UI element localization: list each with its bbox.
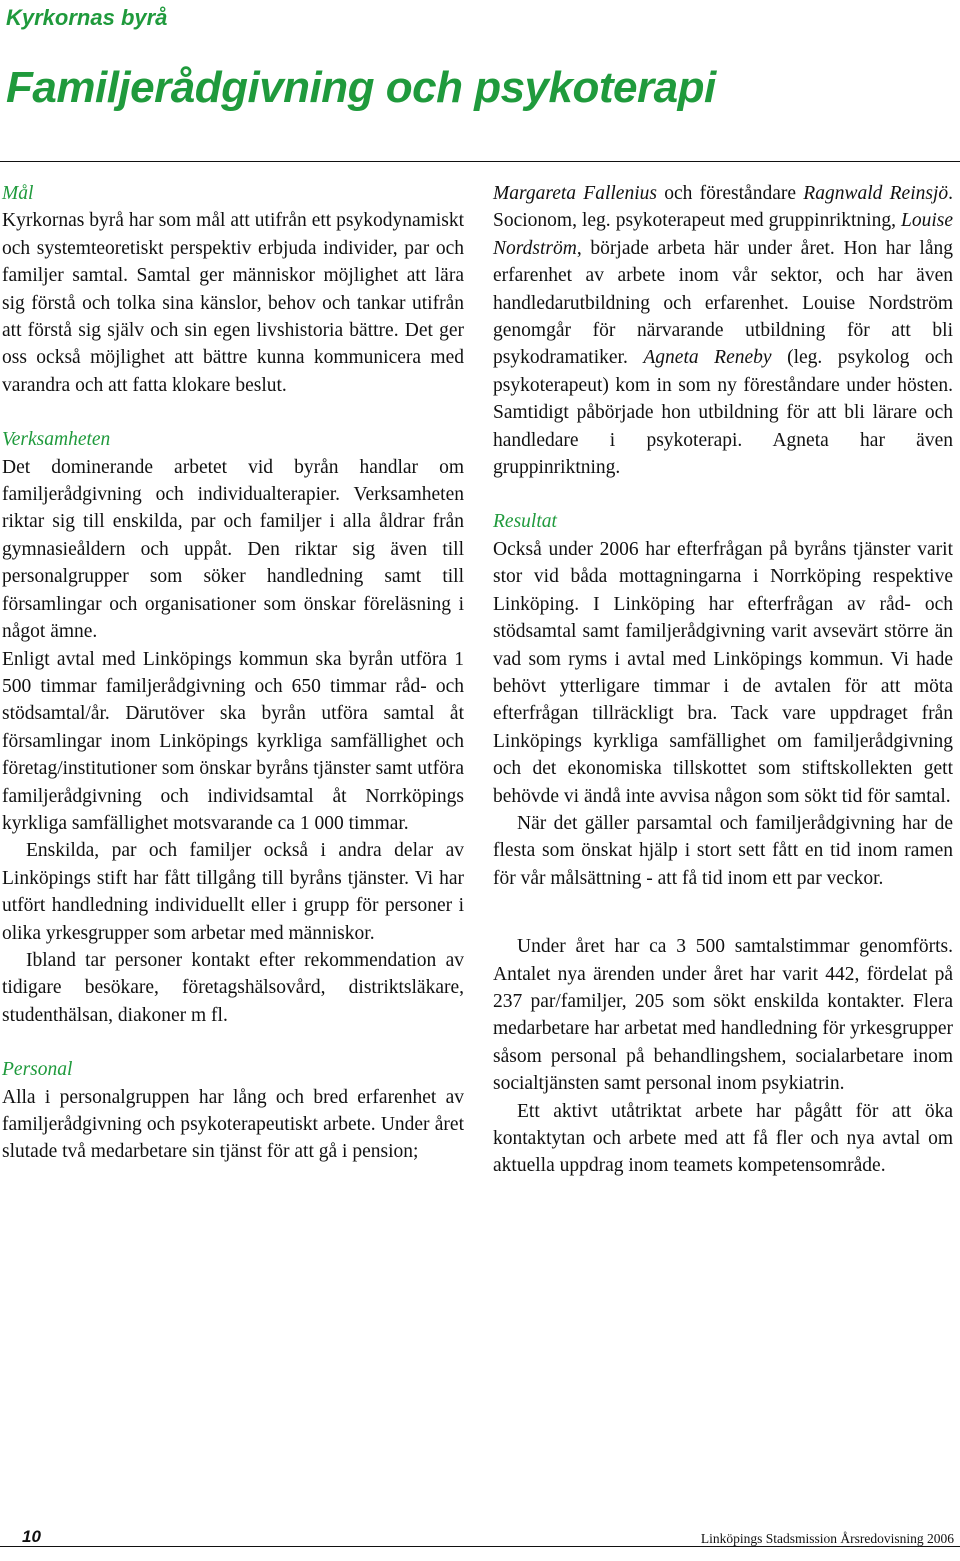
- left-column: [2, 180, 464, 1166]
- paragraph-resultat-2: När det gäller parsamtal och familjerådgivning har de flesta som önskat hjälp i stort sett fått en tid inom ramen för vår målsättning - att få tid inom ett par veckor.: [493, 812, 953, 889]
- paragraph-personal-continued: Margareta Fallenius och föreståndare Ragnwald Reinsjö. Socionom, leg. psykoterapeut med gruppinriktning, Louise Nordström, började arbeta här under året. Hon har lång erfarenhet av arbete inom vår sektor, och har även handledarutbildning och erfarenhet. Louise Nordström genomgår för närvarande utbildning för att bli psykodramatiker. Agneta Reneby (leg. psykolog och psykoterapeut) kom in som ny föreståndare under hösten. Samtidigt påbörjade hon utbildning för att bli lärare och handledare i psykoterapi. Agneta har även gruppinriktning.: [493, 183, 954, 479]
- staff-name: Ragnwald Reinsjö: [803, 183, 949, 204]
- staff-name: Agneta Reneby: [643, 347, 772, 369]
- heading-verksamheten: Verksamheten: [2, 429, 111, 451]
- paragraph-mal: Kyrkornas byrå har som mål att utifrån ett psykodynamiskt och systemteoretiskt perspektiv erbjuda individer, par och familjer samtal. Samtal ger människor möjlighet att lära sig förstå och tolka sina känslor, behov och tankar utifrån att förstå sig själv och sin egen livshistoria bättre. Det ger oss också möjlighet att bättre kunna kommunicera med varandra och att fatta klokare beslut.: [2, 210, 464, 396]
- section-kicker: Kyrkornas byrå: [6, 5, 168, 30]
- right-column: [493, 180, 953, 1180]
- paragraph-resultat-4: Ett aktivt utåtriktat arbete har pågått för att öka kontaktytan och arbete med att få fler och nya avtal om aktuella uppdrag inom teamets kompetensområde.: [493, 1100, 953, 1177]
- header-divider: [0, 161, 960, 162]
- paragraph-verksamheten-1: Det dominerande arbetet vid byrån handlar om familjerådgivning och individualterapier. Verksamheten riktar sig till enskilda, par och familjer i alla åldrar från gymnasieåldern och uppåt. Den riktar sig även till personalgrupper som söker handledning samt till församlingar och organisationer som önskar föreläsning i något ämne.: [2, 456, 464, 643]
- heading-mal: Mål: [2, 183, 34, 204]
- paragraph-verksamheten-2: Enligt avtal med Linköpings kommun ska byrån utföra 1 500 timmar familjerådgivning och 650 timmar råd- och stödsamtal/år. Därutöver ska byrån utföra samtal åt församlingar inom Linköpings kyrkliga samfällighet och företag/institutioner som önskar byråns tjänster samt utföra familjerådgivning och individsamtal åt Norrköpings kyrkliga samfällighet motsvarande ca 1 000 timmar.: [2, 648, 464, 834]
- page-number: 10: [22, 1527, 41, 1546]
- heading-personal: Personal: [2, 1059, 73, 1081]
- footer-divider: [0, 1546, 960, 1547]
- staff-name: Margareta Fallenius: [493, 183, 657, 204]
- paragraph-verksamheten-4: Ibland tar personer kontakt efter rekommendation av tidigare besökare, företagshälsovård, distriktsläkare, studenthälsan, diakoner m fl.: [2, 949, 464, 1026]
- paragraph-personal: Alla i personalgruppen har lång och bred erfarenhet av familjerådgivning och psykoterapeutiskt arbete. Under året slutade två medarbetare sin tjänst för att gå i pension;: [2, 1086, 464, 1163]
- publication-footer: Linköpings Stadsmission Årsredovisning 2006: [700, 1531, 954, 1546]
- heading-resultat: Resultat: [493, 511, 557, 533]
- staff-name: Louise Nordström: [493, 210, 953, 259]
- page-title: Familjerådgivning och psykoterapi: [6, 63, 716, 112]
- paragraph-resultat-1: Också under 2006 har efterfrågan på byråns tjänster varit stor vid båda mottagningarna i Norrköping respektive Linköping. I Linköping har efterfrågan av råd- och stödsamtal samt familjerådgivning varit avsevärt större än vad som ryms i avtal med Linköpings kommun. Vi hade behövt ytterligare timmar i de avtalen för att möta efterfrågan tillräckligt bra. Tack vare uppdraget från Linköpings kyrkliga samfällighet om familjerådgivning och det ekonomiska tillskottet som stiftskollekten gett behövde vi ändå inte avvisa någon som sökt tid för samtal.: [493, 538, 953, 807]
- paragraph-verksamheten-3: Enskilda, par och familjer också i andra delar av Linköpings stift har fått tillgång till byråns tjänster. Vi har utfört handledning individuellt eller i grupp för personer i olika yrkesgrupper som arbetar med människor.: [2, 840, 464, 944]
- paragraph-resultat-3: Under året har ca 3 500 samtalstimmar genomförts. Antalet nya ärenden under året har varit 442, fördelat på 237 par/familjer, 205 som sökt enskilda kontakter. Flera medarbetare har arbetat med handledning för yrkesgrupper såsom personal på behandlingshem, socialarbetare inom socialtjänsten samt personal inom psykiatrin.: [493, 936, 953, 1095]
